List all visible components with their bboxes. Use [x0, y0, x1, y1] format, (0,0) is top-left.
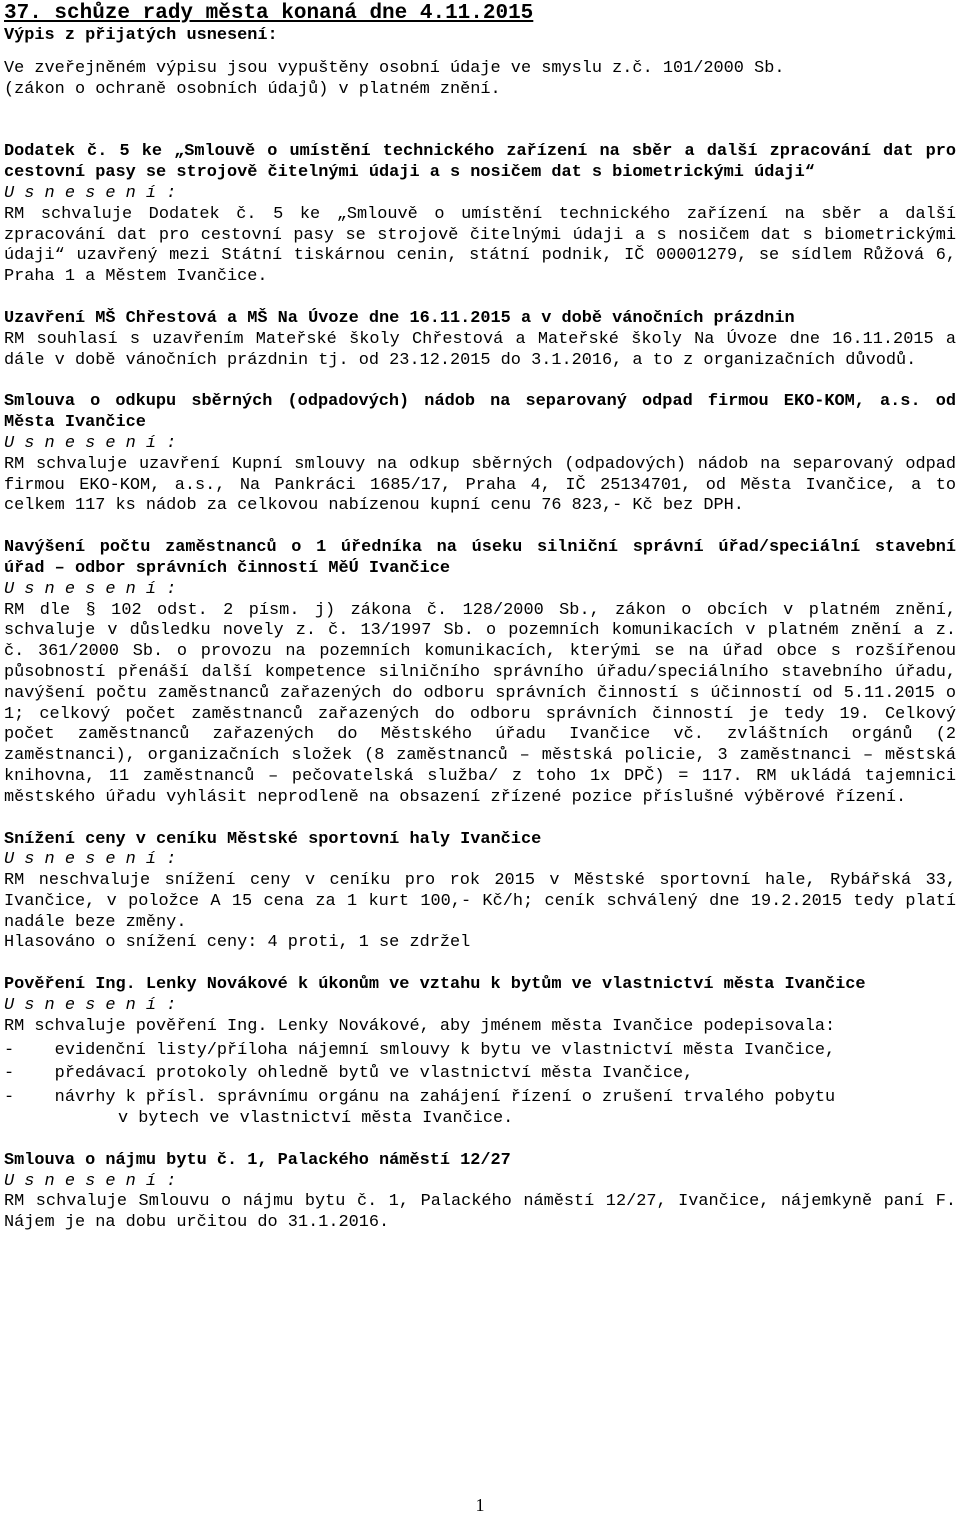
resolution-text: RM schvaluje uzavření Kupní smlouvy na odkup sběrných (odpadových) nádob na separovaný odpad firmou EKO-KOM, a.s., Na Pankráci 1685/17, Praha 4, IČ 25134701, od Města Ivančice, a to celkem 117 ks nádob za celkovou nabízenou kupní cenu 76 823,- Kč bez DPH.: [4, 454, 956, 516]
section-heading: Pověření Ing. Lenky Novákové k úkonům ve vztahu k bytům ve vlastnictví města Ivančice: [4, 975, 866, 995]
section-sports-hall-price: [4, 830, 956, 955]
meeting-title: 37. schůze rady města konaná dne 4.11.2015: [4, 2, 534, 25]
list-item: - předávací protokoly ohledně bytů ve vlastnictví města Ivančice,: [4, 1064, 694, 1084]
document-page: [4, 2, 956, 1234]
section-staff-increase: [4, 538, 956, 808]
list-item-continuation: v bytech ve vlastnictví města Ivančice.: [118, 1109, 514, 1129]
resolution-label: U s n e s e n í :: [4, 433, 177, 453]
privacy-note: [4, 59, 956, 101]
resolution-label: U s n e s e n í :: [4, 183, 177, 203]
section-lease-contract: [4, 1151, 956, 1234]
list-item: - evidenční listy/příloha nájemní smlouvy k bytu ve vlastnictví města Ivančice,: [4, 1040, 836, 1060]
privacy-note-line-1: Ve zveřejněném výpisu jsou vypuštěny osobní údaje ve smyslu z.č. 101/2000 Sb.: [4, 58, 785, 78]
section-heading: Navýšení počtu zaměstnanců o 1 úředníka na úseku silniční správní úřad/speciální stavební úřad – odbor správních činností MěÚ Ivančice: [4, 538, 956, 578]
section-heading: Smlouva o nájmu bytu č. 1, Palackého náměstí 12/27: [4, 1150, 511, 1170]
resolution-text: RM neschvaluje snížení ceny v ceníku pro rok 2015 v Městské sportovní hale, Rybářská 33, Ivančice, v položce A 15 cena za 1 kurt 100,- Kč/h; ceník schválený dne 19.2.2015 tedy platí nadále beze změny.: [4, 871, 956, 932]
section-heading: Snížení ceny v ceníku Městské sportovní haly Ivančice: [4, 829, 542, 849]
section-waste-bins-contract: [4, 392, 956, 517]
resolution-label: U s n e s e n í :: [4, 1171, 177, 1191]
section-kindergarten-closure: [4, 309, 956, 371]
resolution-text: RM schvaluje Dodatek č. 5 ke „Smlouvě o umístění technického zařízení na sběr a další zpracování dat pro cestovní pasy se strojově čitelnými údaji a s nosičem dat s biometrickými údaji“ uzavřený mezi Státní tiskárnou cenin, státní podnik, IČ 00001279, se sídlem Růžová 6, Praha 1 a Městem Ivančice.: [4, 204, 956, 287]
resolution-text: RM souhlasí s uzavřením Mateřské školy Chřestová a Mateřské školy Na Úvoze dne 16.11.2015 a dále v době vánočních prázdnin tj. od 23.12.2015 do 3.1.2016, a to z organizačních důvodů.: [4, 329, 956, 370]
resolution-label: U s n e s e n í :: [4, 579, 177, 599]
resolutions-subtitle: Výpis z přijatých usnesení:: [4, 26, 278, 45]
vote-result: Hlasováno o snížení ceny: 4 proti, 1 se zdržel: [4, 933, 471, 953]
list-item: - návrhy k přísl. správnímu orgánu na zahájení řízení o zrušení trvalého pobytu: [4, 1088, 836, 1108]
resolution-label: U s n e s e n í :: [4, 850, 177, 870]
page-number: 1: [475, 1495, 485, 1515]
section-authorization: [4, 975, 956, 1130]
section-amendment-passports: [4, 142, 956, 288]
section-heading: Dodatek č. 5 ke „Smlouvě o umístění technického zařízení na sběr a další zpracování dat pro cestovní pasy se strojově čitelnými údaji a s nosičem dat s biometrickými údaji“: [4, 142, 956, 183]
resolution-text: RM schvaluje pověření Ing. Lenky Novákové, aby jménem města Ivančice podepisovala:: [4, 1016, 836, 1036]
resolution-text: RM dle § 102 odst. 2 písm. j) zákona č. 128/2000 Sb., zákon o obcích v platném znění, schvaluje v důsledku novely z. č. 13/1997 Sb. o pozemních komunikacích v platném znění a z. č. 361/2000 Sb. o provozu na pozemních komunikacích, kterými se na úřad obce s rozšířenou působností přenáší další kompetence silničního správního úřadu/speciálního stavebního úřadu, navýšení počtu zaměstnanců zařazených do odboru správních činností s účinností od 5.11.2015 o 1; celkový počet zaměstnanců zařazených do odboru správních činností je tedy 19. Celkový počet zaměstnanců zařazených do Městského úřadu Ivančice vč. zvláštních orgánů (2 zaměstnanci), organizačních složek (8 zaměstnanců – městská policie, 3 zaměstnanci – městská knihovna, 11 zaměstnanců – pečovatelská služba/ z toho 1x DPČ) = 117. RM ukládá tajemnici městského úřadu vyhlásit neprodleně na obsazení zřízené pozice příslušné výběrové řízení.: [4, 600, 956, 807]
resolution-text: RM schvaluje Smlouvu o nájmu bytu č. 1, Palackého náměstí 12/27, Ivančice, nájemkyně paní F. Nájem je na dobu určitou do 31.1.2016.: [4, 1192, 956, 1233]
resolution-label: U s n e s e n í :: [4, 996, 177, 1016]
privacy-note-line-2: (zákon o ochraně osobních údajů) v platném znění.: [4, 79, 501, 99]
section-heading: Smlouva o odkupu sběrných (odpadových) nádob na separovaný odpad firmou EKO-KOM, a.s. od Města Ivančice: [4, 392, 956, 433]
section-heading: Uzavření MŠ Chřestová a MŠ Na Úvoze dne 16.11.2015 a v době vánočních prázdnin: [4, 308, 795, 328]
